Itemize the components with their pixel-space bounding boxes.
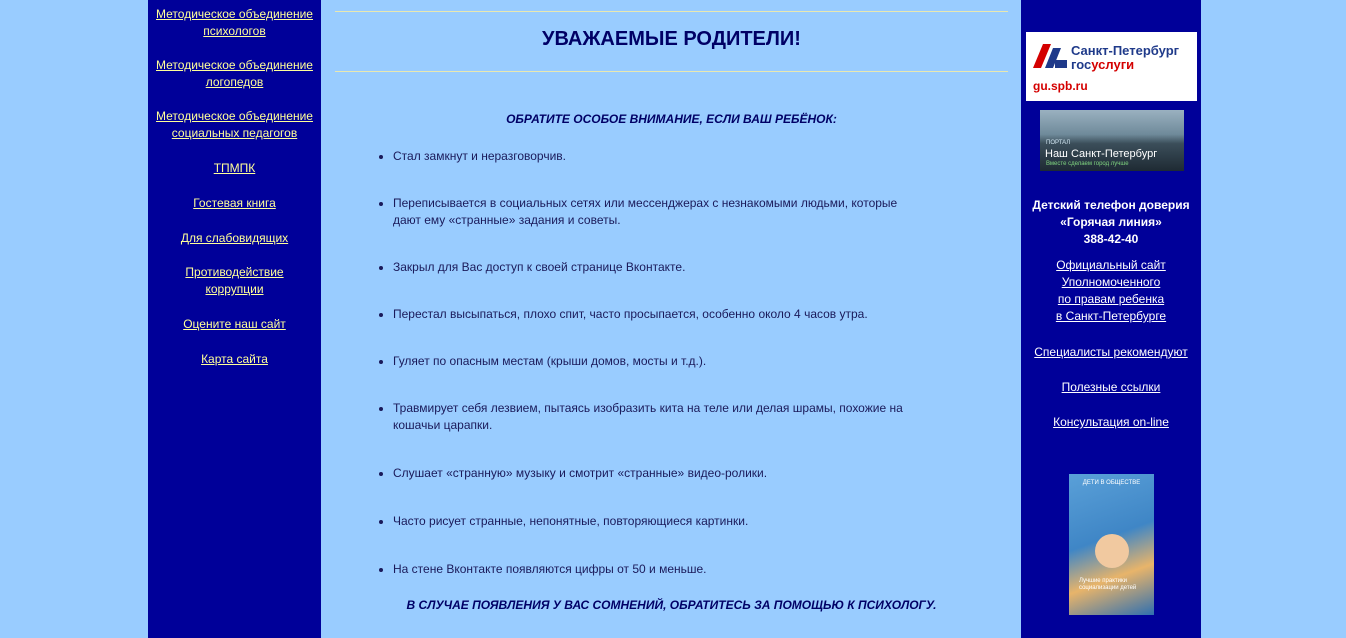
page-title: УВАЖАЕМЫЕ РОДИТЕЛИ! [542,28,801,50]
nav-link[interactable]: Карта сайта [201,352,268,366]
our-spb-banner[interactable] [1040,110,1184,171]
book-subtitle: Лучшие практики социализации детей [1079,578,1137,591]
intro-heading: ОБРАТИТЕ ОСОБОЕ ВНИМАНИЕ, ЕСЛИ ВАШ РЕБЁНОК: [506,112,837,126]
nav-link[interactable]: Для слабовидящих [180,231,289,245]
children-in-society-book[interactable] [1069,474,1154,615]
left-nav [148,0,321,368]
useful-links-link[interactable]: Полезные ссылки [1061,380,1161,394]
nav-link[interactable]: ТПМПК [213,161,256,175]
list-item: Перестал высыпаться, плохо спит, часто просыпается, особенно около 4 часов утра. [379,306,903,323]
nav-link[interactable]: Оцените наш сайт [183,317,286,331]
list-item: На стене Вконтакте появляются цифры от 50 и меньше. [379,561,903,578]
hotline-phone: 388-42-40 [1083,232,1139,246]
ombudsman-line1: Официальный сайт [1056,258,1166,272]
hotline-info [1021,197,1201,248]
ombudsman-link[interactable] [1056,257,1166,325]
our-spb-title: Наш Санкт-Петербург [1045,148,1158,160]
gosuslugi-name [1071,57,1134,72]
gosuslugi-banner[interactable] [1026,32,1197,101]
list-item: Часто рисует странные, непонятные, повторяющиеся картинки. [379,513,903,530]
nav-item-social-teachers [148,108,321,142]
list-item: Закрыл для Вас доступ к своей странице Вконтакте. [379,259,903,276]
left-sidebar [148,0,321,638]
nav-link[interactable]: Методическое объединение социальных педагогов [156,109,313,140]
nav-item-sitemap [148,350,321,368]
ombudsman-line3: по правам ребенка [1057,292,1165,306]
main-content [321,0,1021,638]
consultation-link-block [1021,413,1201,431]
right-sidebar [1021,0,1201,638]
list-item: Стал замкнут и неразговорчив. [379,148,903,165]
list-item: Слушает «странную» музыку и смотрит «странные» видео-ролики. [379,465,903,482]
outro-heading: В СЛУЧАЕ ПОЯВЛЕНИЯ У ВАС СОМНЕНИЙ, ОБРАТИТЕСЬ ЗА ПОМОЩЬЮ К ПСИХОЛОГУ. [406,598,937,612]
gosuslugi-logo-icon [1033,44,1067,68]
nav-item-guestbook [148,194,321,212]
child-photo-icon [1095,534,1129,568]
book-title: ДЕТИ В ОБЩЕСТВЕ [1082,480,1141,486]
gosuslugi-name-a: гос [1071,57,1092,72]
nav-link[interactable]: Гостевая книга [193,196,276,210]
nav-item-tpmpk [148,159,321,177]
nav-link[interactable]: Противодействие коррупции [185,265,284,296]
ombudsman-line2: Уполномоченного [1061,275,1161,289]
nav-link[interactable]: Методическое объединение психологов [156,7,313,38]
gosuslugi-city: Санкт-Петербург [1071,43,1180,58]
nav-link[interactable]: Методическое объединение логопедов [156,58,313,89]
our-spb-portal-label: ПОРТАЛ [1046,140,1071,146]
gosuslugi-name-b: услуги [1091,57,1135,72]
gosuslugi-url: gu.spb.ru [1033,79,1088,93]
hotline-line2: «Горячая линия» [1060,215,1162,229]
nav-item-rate-site [148,315,321,333]
hotline-line1: Детский телефон доверия [1032,198,1190,212]
ombudsman-line4: в Санкт-Петербурге [1055,309,1167,323]
nav-item-psychologists [148,6,321,40]
nav-item-anticorruption [148,264,321,298]
title-divider [335,71,1008,72]
consultation-link[interactable]: Консультация on-line [1053,415,1169,429]
ombudsman-link-block [1021,257,1201,325]
list-item: Переписывается в социальных сетях или мессенджерах с незнакомыми людьми, которые дают ему «странные» задания и советы. [379,195,903,229]
specialists-link[interactable]: Специалисты рекомендуют [1034,345,1188,359]
nav-item-low-vision [148,229,321,247]
our-spb-slogan: Вместе сделаем город лучше [1046,161,1129,167]
top-divider [335,11,1008,12]
specialists-link-block [1021,343,1201,361]
list-item: Травмирует себя лезвием, пытаясь изобразить кита на теле или делая шрамы, похожие на кошачьи царапки. [379,400,903,434]
nav-item-speech-therapists [148,57,321,91]
list-item: Гуляет по опасным местам (крыши домов, мосты и т.д.). [379,353,903,370]
useful-links-block [1021,378,1201,396]
